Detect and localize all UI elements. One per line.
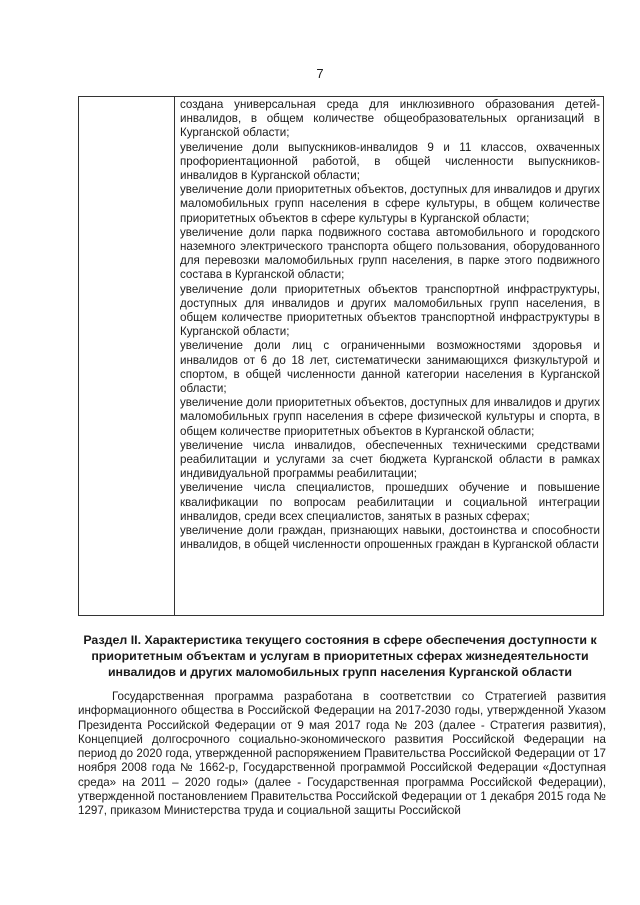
goal-item: увеличение доли приоритетных объектов, доступных для инвалидов и других маломобильных групп населения в сфере культуры, в общем количестве приоритетных объектов в сфере культуры в Курганской области; — [180, 183, 600, 225]
goal-item: создана универсальная среда для инклюзивного образования детей-инвалидов, в общем количестве общеобразовательных организаций в Курганской области; — [180, 98, 600, 140]
goal-item: увеличение числа специалистов, прошедших обучение и повышение квалификации по вопросам реабилитации и социальной интеграции инвалидов, среди всех специалистов, занятых в разных сферах; — [180, 481, 600, 523]
section-heading: Раздел II. Характеристика текущего состояния в сфере обеспечения доступности к приоритетным объектам и услугам в приоритетных сферах жизнедеятельности инвалидов и других маломобильных групп населения Курганской области — [83, 633, 597, 679]
goal-item: увеличение доли приоритетных объектов транспортной инфраструктуры, доступных для инвалидов и других маломобильных групп населения, в общем количестве приоритетных объектов транспортной инфраструктуры в Курганской области; — [180, 282, 600, 339]
goal-item: увеличение доли лиц с ограниченными возможностями здоровья и инвалидов от 6 до 18 лет, систематически занимающихся физкультурой и спортом, в общей численности данной категории населения в Курганской области; — [180, 339, 600, 396]
goals-table — [78, 96, 604, 616]
goal-item: увеличение доли граждан, признающих навыки, достоинства и способности инвалидов, в общей численности опрошенных граждан в Курганской области — [180, 524, 600, 552]
goal-item: увеличение доли выпускников-инвалидов 9 и 11 классов, охваченных профориентационной работой, в общей численности выпускников-инвалидов в Курганской области; — [180, 140, 600, 183]
table-left-cell — [79, 97, 175, 615]
page-number: 7 — [316, 66, 324, 81]
body-paragraph: Государственная программа разработана в соответствии со Стратегией развития информационного общества в Российской Федерации на 2017-2030 годы, утвержденной Указом Президента Российской Федерации от 9 мая 2017 года № 203 (далее - Стратегия развития), Концепцией долгосрочного социально-экономического развития Российской Федерации на период до 2020 года, утвержденной распоряжением Правительства Российской Федерации от 17 ноября 2008 года № 1662-р, Государственной программой Российской Федерации «Доступная среда» на 2011 – 2020 годы» (далее - Государственная программа Российской Федерации), утвержденной постановлением Правительства Российской Федерации от 1 декабря 2015 года № 1297, приказом Министерства труда и социальной защиты Российской — [78, 690, 606, 818]
goal-item: увеличение доли приоритетных объектов, доступных для инвалидов и других маломобильных групп населения в сфере физической культуры и спорта, в общем количестве приоритетных объектов в Курганской области; — [180, 396, 600, 438]
goal-item: увеличение доли парка подвижного состава автомобильного и городского наземного электрического транспорта общего пользования, оборудованного для перевозки маломобильных групп населения, в парке этого подвижного состава в Курганской области; — [180, 225, 600, 282]
goal-item: увеличение числа инвалидов, обеспеченных техническими средствами реабилитации и услугами за счет бюджета Курганской области в рамках индивидуальной программы реабилитации; — [180, 438, 600, 481]
goals-list — [180, 98, 600, 553]
